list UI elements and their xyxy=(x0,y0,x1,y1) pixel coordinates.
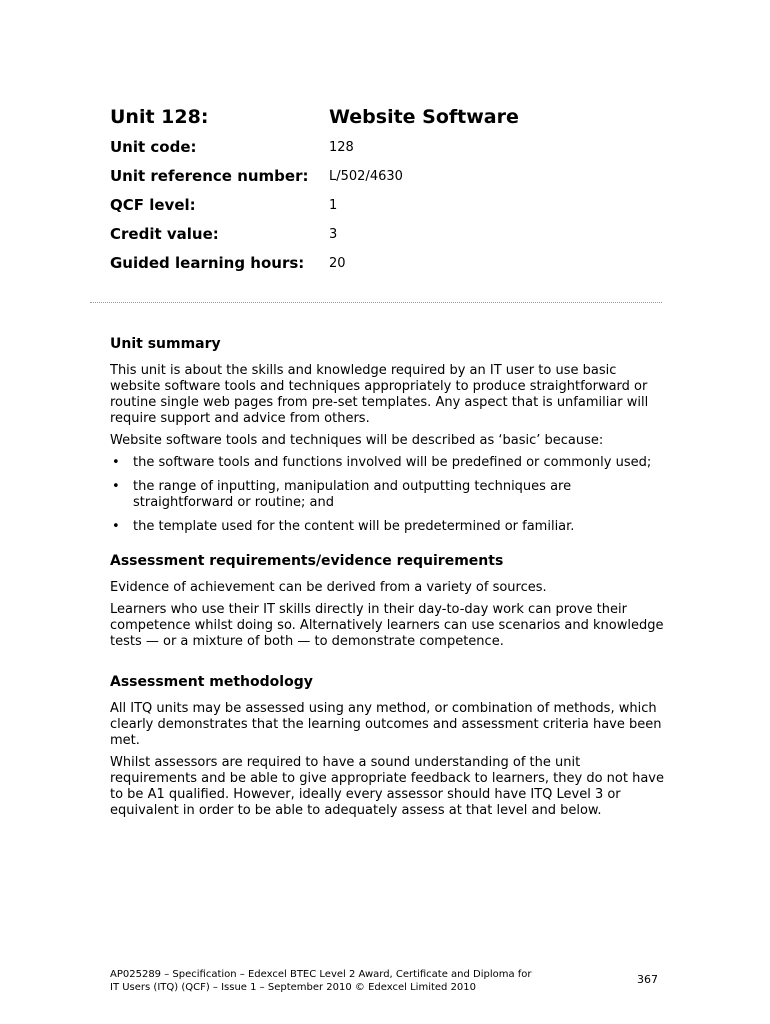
footer-line: IT Users (ITQ) (QCF) – Issue 1 – September 2010 © Edexcel Limited 2010 xyxy=(110,982,477,993)
unit-summary-section xyxy=(110,334,670,535)
info-row-qcf-level xyxy=(110,196,670,225)
unit-title-row xyxy=(110,106,670,132)
list-item xyxy=(110,455,670,471)
assessment-requirements-section xyxy=(110,551,670,650)
unit-content xyxy=(110,334,670,825)
assessment-paragraph: Evidence of achievement can be derived from a variety of sources. xyxy=(110,580,547,595)
assessment-paragraph: Learners who use their IT skills directly in their day-to-day work can prove their competence whilst doing so. Alternatively learners can use scenarios and knowledge tests — or a mixture of both — to demonstrate competence. xyxy=(110,602,664,649)
info-row-reference-number xyxy=(110,167,670,196)
list-item-text: the template used for the content will be predetermined or familiar. xyxy=(133,519,575,534)
info-label: QCF level: xyxy=(110,196,196,214)
unit-title: Website Software xyxy=(329,106,519,128)
info-label: Unit reference number: xyxy=(110,167,309,185)
footer-line: AP025289 – Specification – Edexcel BTEC Level 2 Award, Certificate and Diploma for xyxy=(110,969,532,980)
footer-citation xyxy=(110,968,590,994)
unit-summary-intro-paragraph: Website software tools and techniques will be described as ‘basic’ because: xyxy=(110,433,604,448)
assessment-requirements-heading: Assessment requirements/evidence requirements xyxy=(110,553,504,569)
methodology-paragraph: Whilst assessors are required to have a sound understanding of the unit requirements and be able to give appropriate feedback to learners, they do not have to be A1 qualified. However, ideally every assessor should have ITQ Level 3 or equivalent in order to be able to adequately assess at that level and below. xyxy=(110,755,664,818)
info-row-guided-learning-hours xyxy=(110,254,670,283)
list-item xyxy=(110,479,670,511)
bullet-icon: • xyxy=(112,455,120,470)
list-item xyxy=(110,519,670,535)
info-row-unit-code xyxy=(110,138,670,167)
list-item-text: the range of inputting, manipulation and outputting techniques are straightforward or routine; and xyxy=(133,479,572,510)
list-item-text: the software tools and functions involved will be predefined or commonly used; xyxy=(133,455,652,470)
unit-info-table xyxy=(110,138,670,283)
info-label: Credit value: xyxy=(110,225,219,243)
info-value: 128 xyxy=(329,140,354,155)
info-value: 1 xyxy=(329,198,338,213)
unit-number: Unit 128: xyxy=(110,106,209,128)
info-value: 20 xyxy=(329,256,346,271)
unit-summary-heading: Unit summary xyxy=(110,336,221,352)
assessment-methodology-heading: Assessment methodology xyxy=(110,674,313,690)
bullet-icon: • xyxy=(112,519,120,534)
assessment-methodology-section xyxy=(110,672,670,819)
info-value: 3 xyxy=(329,227,338,242)
page-number: 367 xyxy=(637,973,658,986)
info-row-credit-value xyxy=(110,225,670,254)
unit-summary-paragraph: This unit is about the skills and knowledge required by an IT user to use basic website software tools and techniques appropriately to produce straightforward or routine single web pages from pre-set templates. Any aspect that is unfamiliar will require support and advice from others. xyxy=(110,363,649,426)
dotted-divider xyxy=(90,302,662,303)
bullet-icon: • xyxy=(112,479,120,494)
basic-criteria-list xyxy=(110,455,670,535)
info-label: Guided learning hours: xyxy=(110,254,305,272)
info-label: Unit code: xyxy=(110,138,197,156)
info-value: L/502/4630 xyxy=(329,169,403,184)
methodology-paragraph: All ITQ units may be assessed using any method, or combination of methods, which clearly demonstrates that the learning outcomes and assessment criteria have been met. xyxy=(110,701,662,748)
